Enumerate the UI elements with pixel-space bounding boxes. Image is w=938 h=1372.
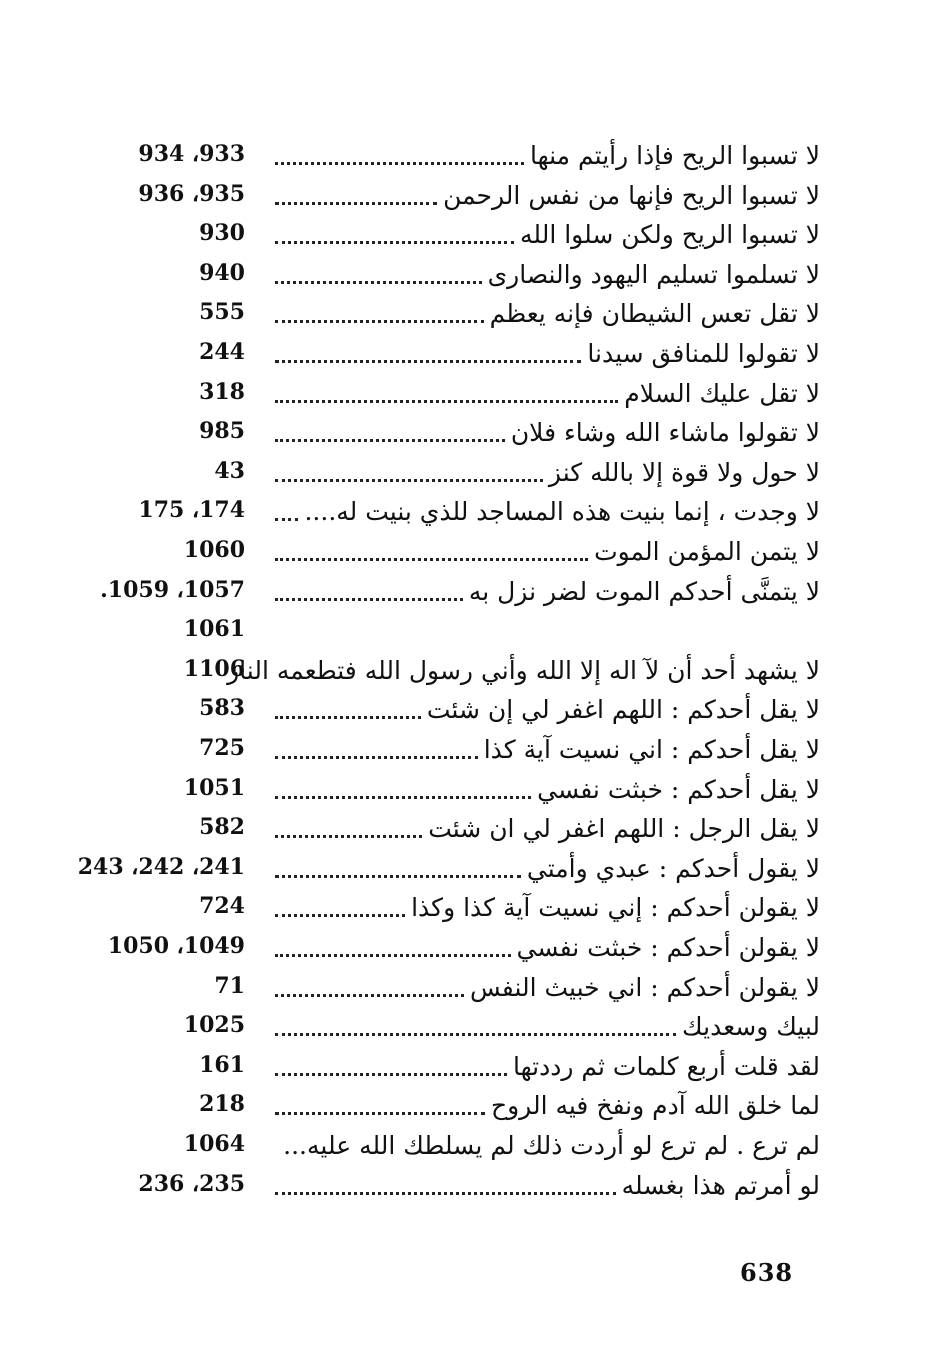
entry-phrase: لبيك وسعديك	[682, 1012, 820, 1042]
entry-phrase: لا تسبوا الريح فإذا رأيتم منها	[530, 141, 820, 170]
index-entry	[40, 1167, 820, 1207]
entry-page-refs: 318	[199, 378, 245, 405]
entry-phrase: لا تقل عليك السلام	[624, 378, 820, 408]
entry-phrase: لا يقل أحدكم : خبثت نفسي	[537, 774, 820, 804]
entry-page-refs: 555	[199, 299, 245, 326]
dot-leader	[275, 598, 463, 601]
dot-leader	[275, 518, 298, 521]
entry-page-refs: 244	[199, 339, 245, 365]
entry-page-refs: 1106	[183, 655, 245, 682]
dot-leader	[275, 914, 405, 917]
entry-page-refs: 940	[199, 259, 245, 286]
dot-leader	[275, 835, 422, 838]
dot-leader	[275, 558, 588, 561]
entry-phrase: لا يقولن أحدكم : اني خبيث النفس	[469, 972, 820, 1002]
index-entry	[40, 573, 820, 613]
entry-phrase: لا حول ولا قوة إلا بالله كنز	[548, 457, 820, 487]
entry-page-refs: 243 ،242 ،241	[77, 853, 245, 880]
entry-phrase: لو أمرتم هذا بغسله	[621, 1170, 820, 1200]
entry-page-refs: 218	[199, 1091, 245, 1118]
entry-page-refs: 985	[199, 418, 245, 445]
entry-page-refs: 1061	[183, 616, 245, 643]
entry-phrase: لقد قلت أربع كلمات ثم رددتها	[513, 1051, 820, 1081]
index-entry	[40, 652, 820, 692]
entry-page-refs: 1050 ،1049	[107, 933, 245, 959]
dot-leader	[275, 162, 524, 165]
dot-leader	[275, 796, 531, 799]
index-entry	[40, 414, 820, 454]
entry-page-refs: 43	[214, 457, 245, 484]
dot-leader	[275, 756, 478, 759]
entry-page-refs: 930	[199, 220, 245, 247]
index-entry	[40, 810, 820, 850]
index-entry	[40, 889, 820, 929]
entry-phrase: لا يتمنَّى أحدكم الموت لضر نزل به	[468, 576, 820, 606]
dot-leader	[275, 202, 437, 205]
entry-phrase: لا تقولوا ماشاء الله وشاء فلان	[510, 418, 820, 448]
entry-page-refs: 1064	[183, 1131, 245, 1157]
index-entry	[40, 731, 820, 771]
entry-page-refs: .1059 ،1057	[100, 576, 245, 603]
index-entry	[40, 216, 820, 256]
dot-leader	[275, 1033, 676, 1036]
entry-phrase: لا يقل أحدكم : اني نسيت آية كذا	[483, 735, 820, 764]
dot-leader	[275, 400, 618, 403]
entry-phrase: لا يتمن المؤمن الموت	[594, 537, 820, 566]
index-entry	[40, 691, 820, 731]
index-entry	[40, 1008, 820, 1048]
entry-phrase: لا تسبوا الريح فإنها من نفس الرحمن	[443, 180, 820, 210]
index-entry	[40, 493, 820, 533]
entry-phrase: لا يقل أحدكم : اللهم اغفر لي إن شئت	[426, 695, 820, 725]
dot-leader	[275, 716, 421, 719]
index-entry	[40, 850, 820, 890]
index-entry	[40, 1048, 820, 1088]
entry-page-refs: 71	[214, 972, 245, 999]
entry-page-refs: 582	[199, 814, 245, 841]
index-entry	[40, 177, 820, 217]
entry-page-refs: 583	[199, 695, 245, 722]
entry-page-refs: 1051	[183, 774, 245, 801]
index-entry	[40, 335, 820, 375]
entry-phrase: لا يشهد أحد أن لآ اله إلا الله وأني رسول الله فتطعمه النار	[227, 655, 820, 685]
entry-phrase: لا يقولن أحدكم : خبثت نفسي	[516, 933, 820, 962]
index-entry	[40, 929, 820, 969]
index-entry	[40, 533, 820, 573]
index-entry	[40, 256, 820, 296]
index-entry	[40, 454, 820, 494]
entry-phrase: لا تقل تعس الشيطان فإنه يعظم	[489, 299, 820, 329]
index-entry	[40, 295, 820, 335]
entry-page-refs: 1025	[183, 1012, 245, 1039]
dot-leader	[275, 1112, 485, 1115]
entry-phrase: لا تسبوا الريح ولكن سلوا الله	[520, 220, 820, 250]
dot-leader	[275, 360, 581, 363]
index-entry	[40, 375, 820, 415]
entry-phrase: لما خلق الله آدم ونفخ فيه الروح	[490, 1091, 820, 1121]
entry-phrase: لا وجدت ، إنما بنيت هذه المساجد للذي بنيت له....	[304, 497, 820, 527]
dot-leader	[275, 954, 511, 957]
dot-leader	[275, 241, 514, 244]
index-entry	[40, 1127, 820, 1167]
dot-leader	[275, 439, 505, 442]
index-entry	[40, 1087, 820, 1127]
entry-phrase: لا تسلموا تسليم اليهود والنصارى	[487, 259, 820, 289]
entry-phrase: لا يقولن أحدكم : إني نسيت آية كذا وكذا	[411, 893, 820, 923]
dot-leader	[275, 1073, 507, 1076]
dot-leader	[275, 479, 543, 482]
entry-page-refs: 1060	[183, 537, 245, 563]
dot-leader	[275, 994, 464, 997]
dot-leader	[275, 1192, 616, 1195]
entry-phrase: لا يقل الرجل : اللهم اغفر لي ان شئت	[428, 814, 820, 844]
entry-phrase: لا تقولوا للمنافق سيدنا	[587, 339, 820, 368]
entry-page-refs: 725	[199, 735, 245, 761]
entry-phrase: لم ترع . لم ترع لو أردت ذلك لم يسلطك الله عليه...	[283, 1131, 820, 1160]
entry-page-refs: 934 ،933	[138, 141, 245, 167]
entry-page-refs: 936 ،935	[138, 180, 245, 207]
entry-page-refs: 724	[199, 893, 245, 920]
index-entry	[40, 612, 820, 652]
entry-page-refs: 236 ،235	[138, 1170, 245, 1197]
entry-phrase: لا يقول أحدكم : عبدي وأمتي	[526, 853, 820, 883]
entry-page-refs: 175 ،174	[138, 497, 245, 524]
index-entry	[40, 969, 820, 1009]
page-number: 638	[740, 1258, 794, 1287]
index-entry	[40, 771, 820, 811]
dot-leader	[275, 281, 482, 284]
dot-leader	[275, 875, 521, 878]
dot-leader	[275, 320, 484, 323]
entry-page-refs: 161	[199, 1051, 245, 1078]
index-entry	[40, 137, 820, 177]
